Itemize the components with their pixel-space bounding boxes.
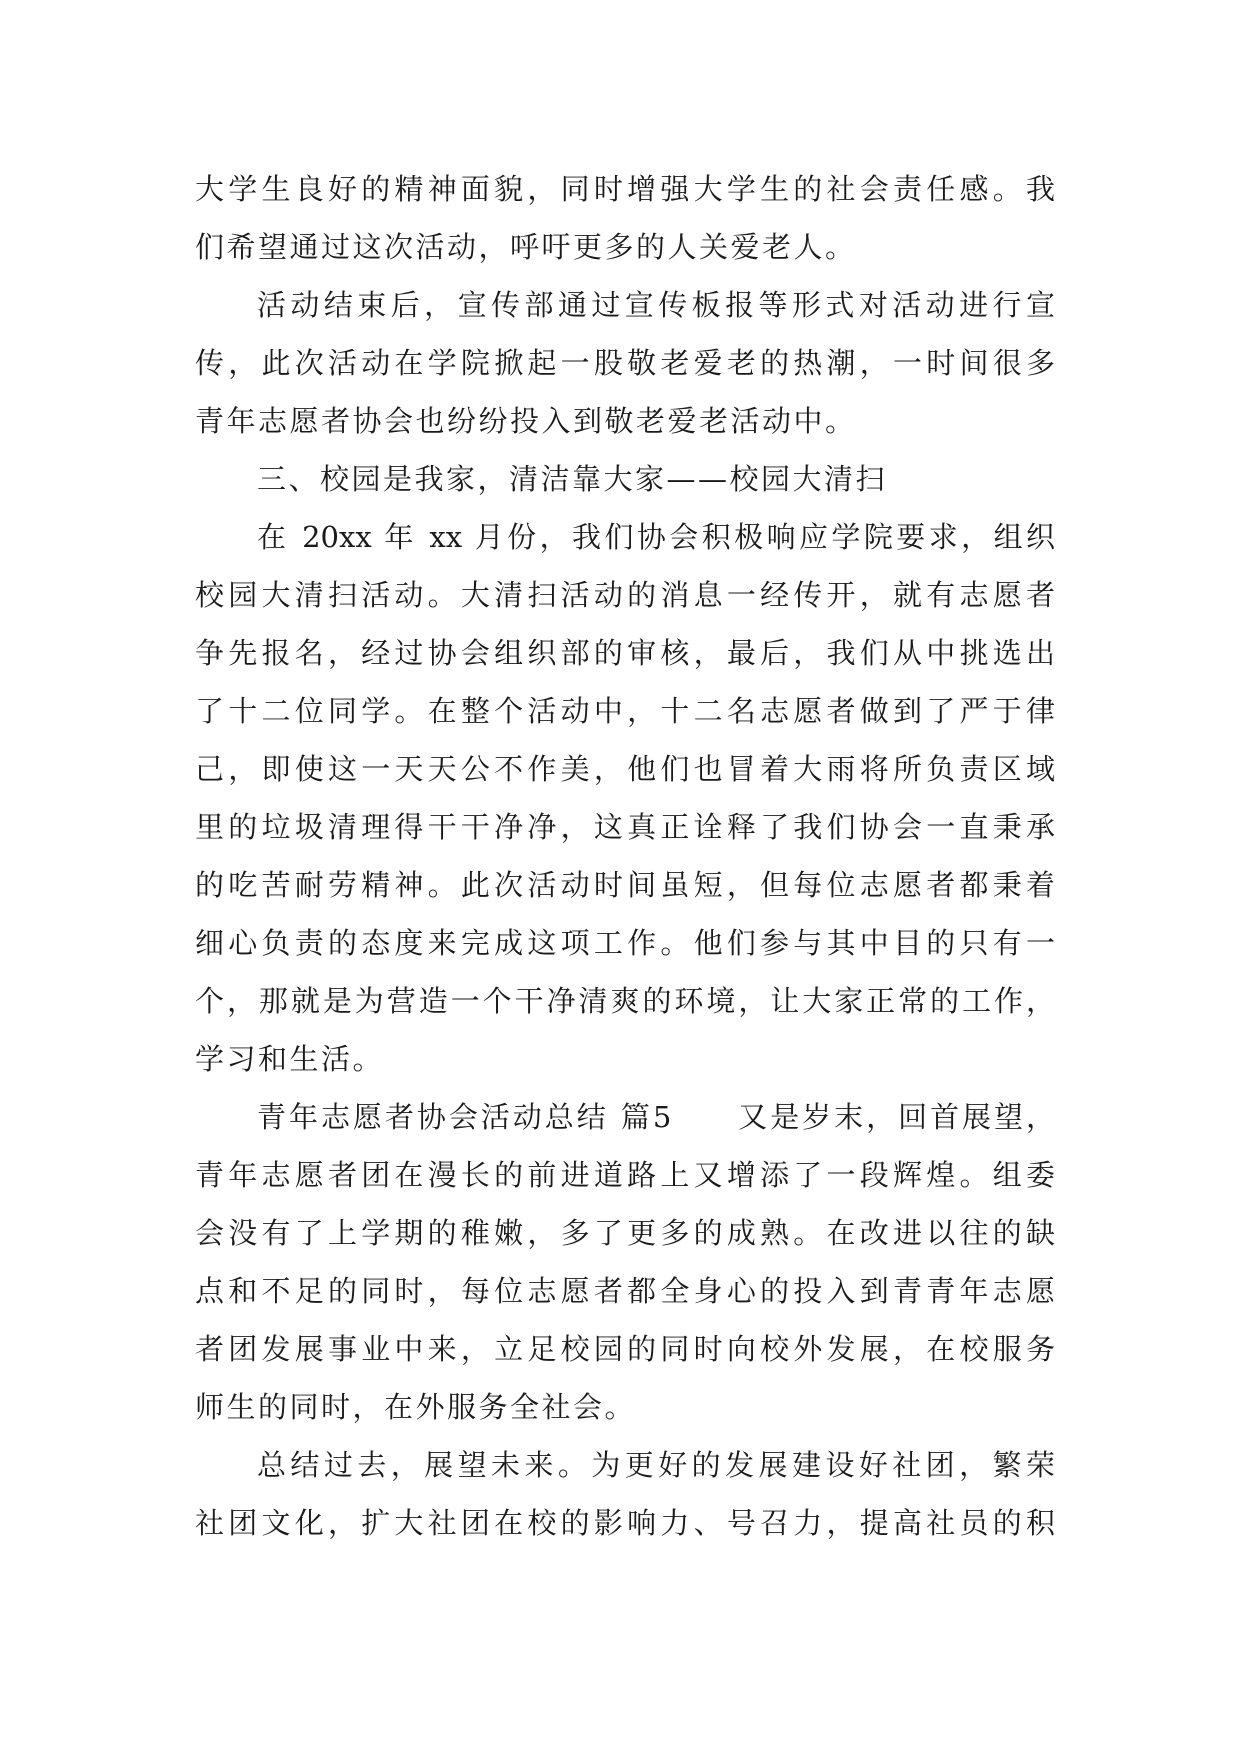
text-line: 会没有了上学期的稚嫩，多了更多的成熟。在改进以往的缺	[195, 1216, 1055, 1250]
text-line: 总结过去，展望未来。为更好的发展建设好社团，繁荣	[257, 1448, 1055, 1482]
article-title-line: 青年志愿者协会活动总结 篇5 又是岁末，回首展望，	[257, 1100, 1055, 1134]
text-line: 青年志愿者团在漫长的前进道路上又增添了一段辉煌。组委	[195, 1158, 1055, 1192]
section-heading: 三、校园是我家，清洁靠大家——校园大清扫	[257, 462, 888, 496]
text-line: 里的垃圾清理得干干净净，这真正诠释了我们协会一直秉承	[195, 810, 1055, 844]
text-line: 传，此次活动在学院掀起一股敬老爱老的热潮，一时间很多	[195, 346, 1055, 380]
text-line: 细心负责的态度来完成这项工作。他们参与其中目的只有一	[195, 926, 1055, 960]
text-line: 们希望通过这次活动，呼吁更多的人关爱老人。	[195, 230, 857, 264]
text-line: 个，那就是为营造一个干净清爽的环境，让大家正常的工作，	[195, 984, 1055, 1018]
text-line: 在 20xx 年 xx 月份，我们协会积极响应学院要求，组织	[257, 520, 1055, 554]
text-line: 点和不足的同时，每位志愿者都全身心的投入到青青年志愿	[195, 1274, 1055, 1308]
body-text	[195, 160, 1055, 1552]
text-line: 青年志愿者协会也纷纷投入到敬老爱老活动中。	[195, 404, 857, 438]
text-line: 的吃苦耐劳精神。此次活动时间虽短，但每位志愿者都秉着	[195, 868, 1055, 902]
text-line: 活动结束后，宣传部通过宣传板报等形式对活动进行宣	[257, 288, 1055, 322]
text-line: 了十二位同学。在整个活动中，十二名志愿者做到了严于律	[195, 694, 1055, 728]
text-line: 师生的同时，在外服务全社会。	[195, 1390, 637, 1424]
text-line: 大学生良好的精神面貌，同时增强大学生的社会责任感。我	[195, 172, 1055, 206]
text-line: 学习和生活。	[195, 1042, 385, 1076]
text-line: 己，即使这一天天公不作美，他们也冒着大雨将所负责区域	[195, 752, 1055, 786]
text-line: 校园大清扫活动。大清扫活动的消息一经传开，就有志愿者	[195, 578, 1055, 612]
text-line: 者团发展事业中来，立足校园的同时向校外发展，在校服务	[195, 1332, 1055, 1366]
text-line: 争先报名，经过协会组织部的审核，最后，我们从中挑选出	[195, 636, 1055, 670]
text-line: 社团文化，扩大社团在校的影响力、号召力，提高社员的积	[195, 1506, 1055, 1540]
